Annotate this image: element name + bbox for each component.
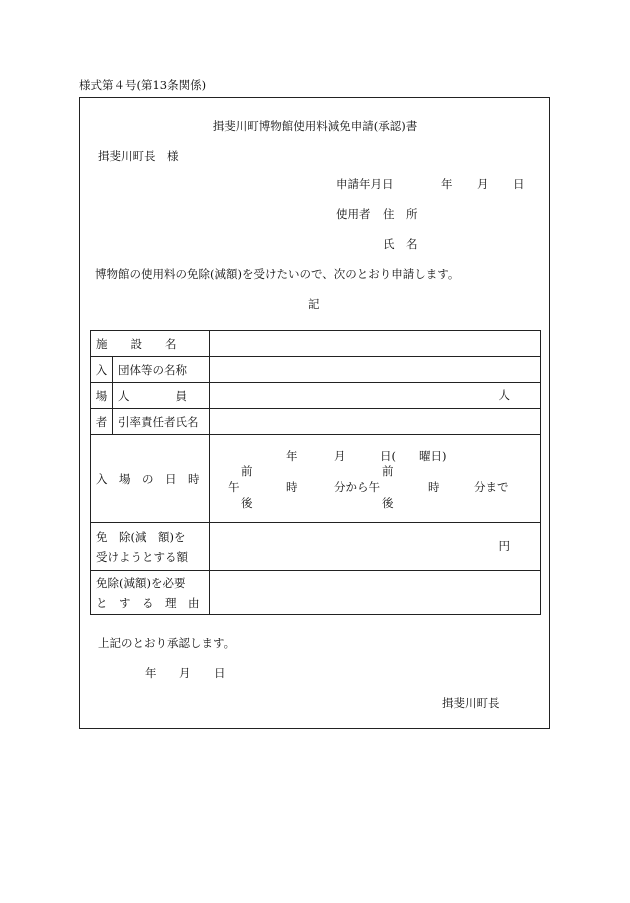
form-title: 揖斐川町博物館使用料減免申請(承認)書 — [212, 119, 418, 133]
request-text: 博物館の使用料の免除(減額)を受けたいので、次のとおり申請します。 — [95, 267, 460, 281]
datetime-month: 月 — [334, 449, 346, 463]
application-date-year: 年 — [441, 177, 453, 191]
reason-label-cell — [91, 571, 210, 615]
datetime-until: 分まで — [474, 480, 509, 494]
approval-date-day: 日 — [214, 666, 226, 680]
exemption-amount-label-2: 受けようとする額 — [96, 549, 188, 564]
application-date-month: 月 — [477, 177, 489, 191]
leader-label-cell — [113, 409, 210, 435]
exemption-amount-label-cell — [91, 523, 210, 571]
group-name-value-cell — [210, 357, 541, 383]
datetime-year: 年 — [286, 449, 298, 463]
datetime-day-weekday: 日( 曜日) — [380, 449, 447, 463]
headcount-label-cell — [113, 383, 210, 409]
leader-value-cell — [210, 409, 541, 435]
yen-unit: 円 — [498, 539, 510, 553]
datetime-am-1: 前 — [241, 464, 253, 478]
ki-heading: 記 — [308, 297, 320, 311]
datetime-gozen-1: 午 — [228, 480, 240, 494]
exemption-amount-value-cell — [210, 523, 541, 571]
datetime-pm-1: 後 — [241, 496, 253, 510]
group-name-label: 団体等の名称 — [118, 362, 187, 377]
approval-date-year: 年 — [145, 666, 157, 680]
entry-datetime-label-cell — [91, 435, 210, 523]
entry-label-char-3: 者 — [91, 409, 113, 435]
reason-value-cell — [210, 571, 541, 615]
applicant-user-label: 使用者 — [336, 207, 371, 221]
datetime-pm-2: 後 — [382, 496, 394, 510]
datetime-from: 分から午 — [334, 480, 380, 494]
approval-date-month: 月 — [179, 666, 191, 680]
addressee: 揖斐川町長 様 — [98, 149, 179, 163]
exemption-amount-label-1: 免 除(減 額)を — [96, 529, 186, 544]
reason-label-1: 免除(減額)を必要 — [96, 575, 186, 590]
entry-datetime-label: 入 場 の 日 時 — [96, 471, 200, 486]
approval-text: 上記のとおり承認します。 — [98, 636, 236, 650]
datetime-hour-1: 時 — [286, 480, 298, 494]
headcount-value-cell — [210, 383, 541, 409]
entry-label-char-2: 場 — [91, 383, 113, 409]
facility-label-cell — [91, 331, 210, 357]
datetime-hour-2: 時 — [428, 480, 440, 494]
applicant-name-label: 氏 名 — [383, 237, 418, 251]
entry-label-char-1: 入 — [91, 357, 113, 383]
application-date-day: 日 — [513, 177, 525, 191]
datetime-am-2: 前 — [382, 464, 394, 478]
reason-label-2: と す る 理 由 — [96, 595, 200, 610]
application-date-label: 申請年月日 — [336, 177, 394, 191]
application-table — [90, 330, 541, 615]
form-number: 様式第４号(第13条関係) — [79, 78, 207, 92]
applicant-address-label: 住 所 — [383, 207, 418, 221]
group-name-label-cell — [113, 357, 210, 383]
facility-label: 施 設 名 — [96, 336, 177, 351]
headcount-unit: 人 — [498, 388, 510, 402]
facility-value-cell — [210, 331, 541, 357]
leader-label: 引率責任者氏名 — [118, 414, 199, 429]
signatory: 揖斐川町長 — [442, 696, 500, 710]
headcount-label: 人 員 — [118, 388, 187, 403]
entry-datetime-value-cell — [210, 435, 541, 523]
